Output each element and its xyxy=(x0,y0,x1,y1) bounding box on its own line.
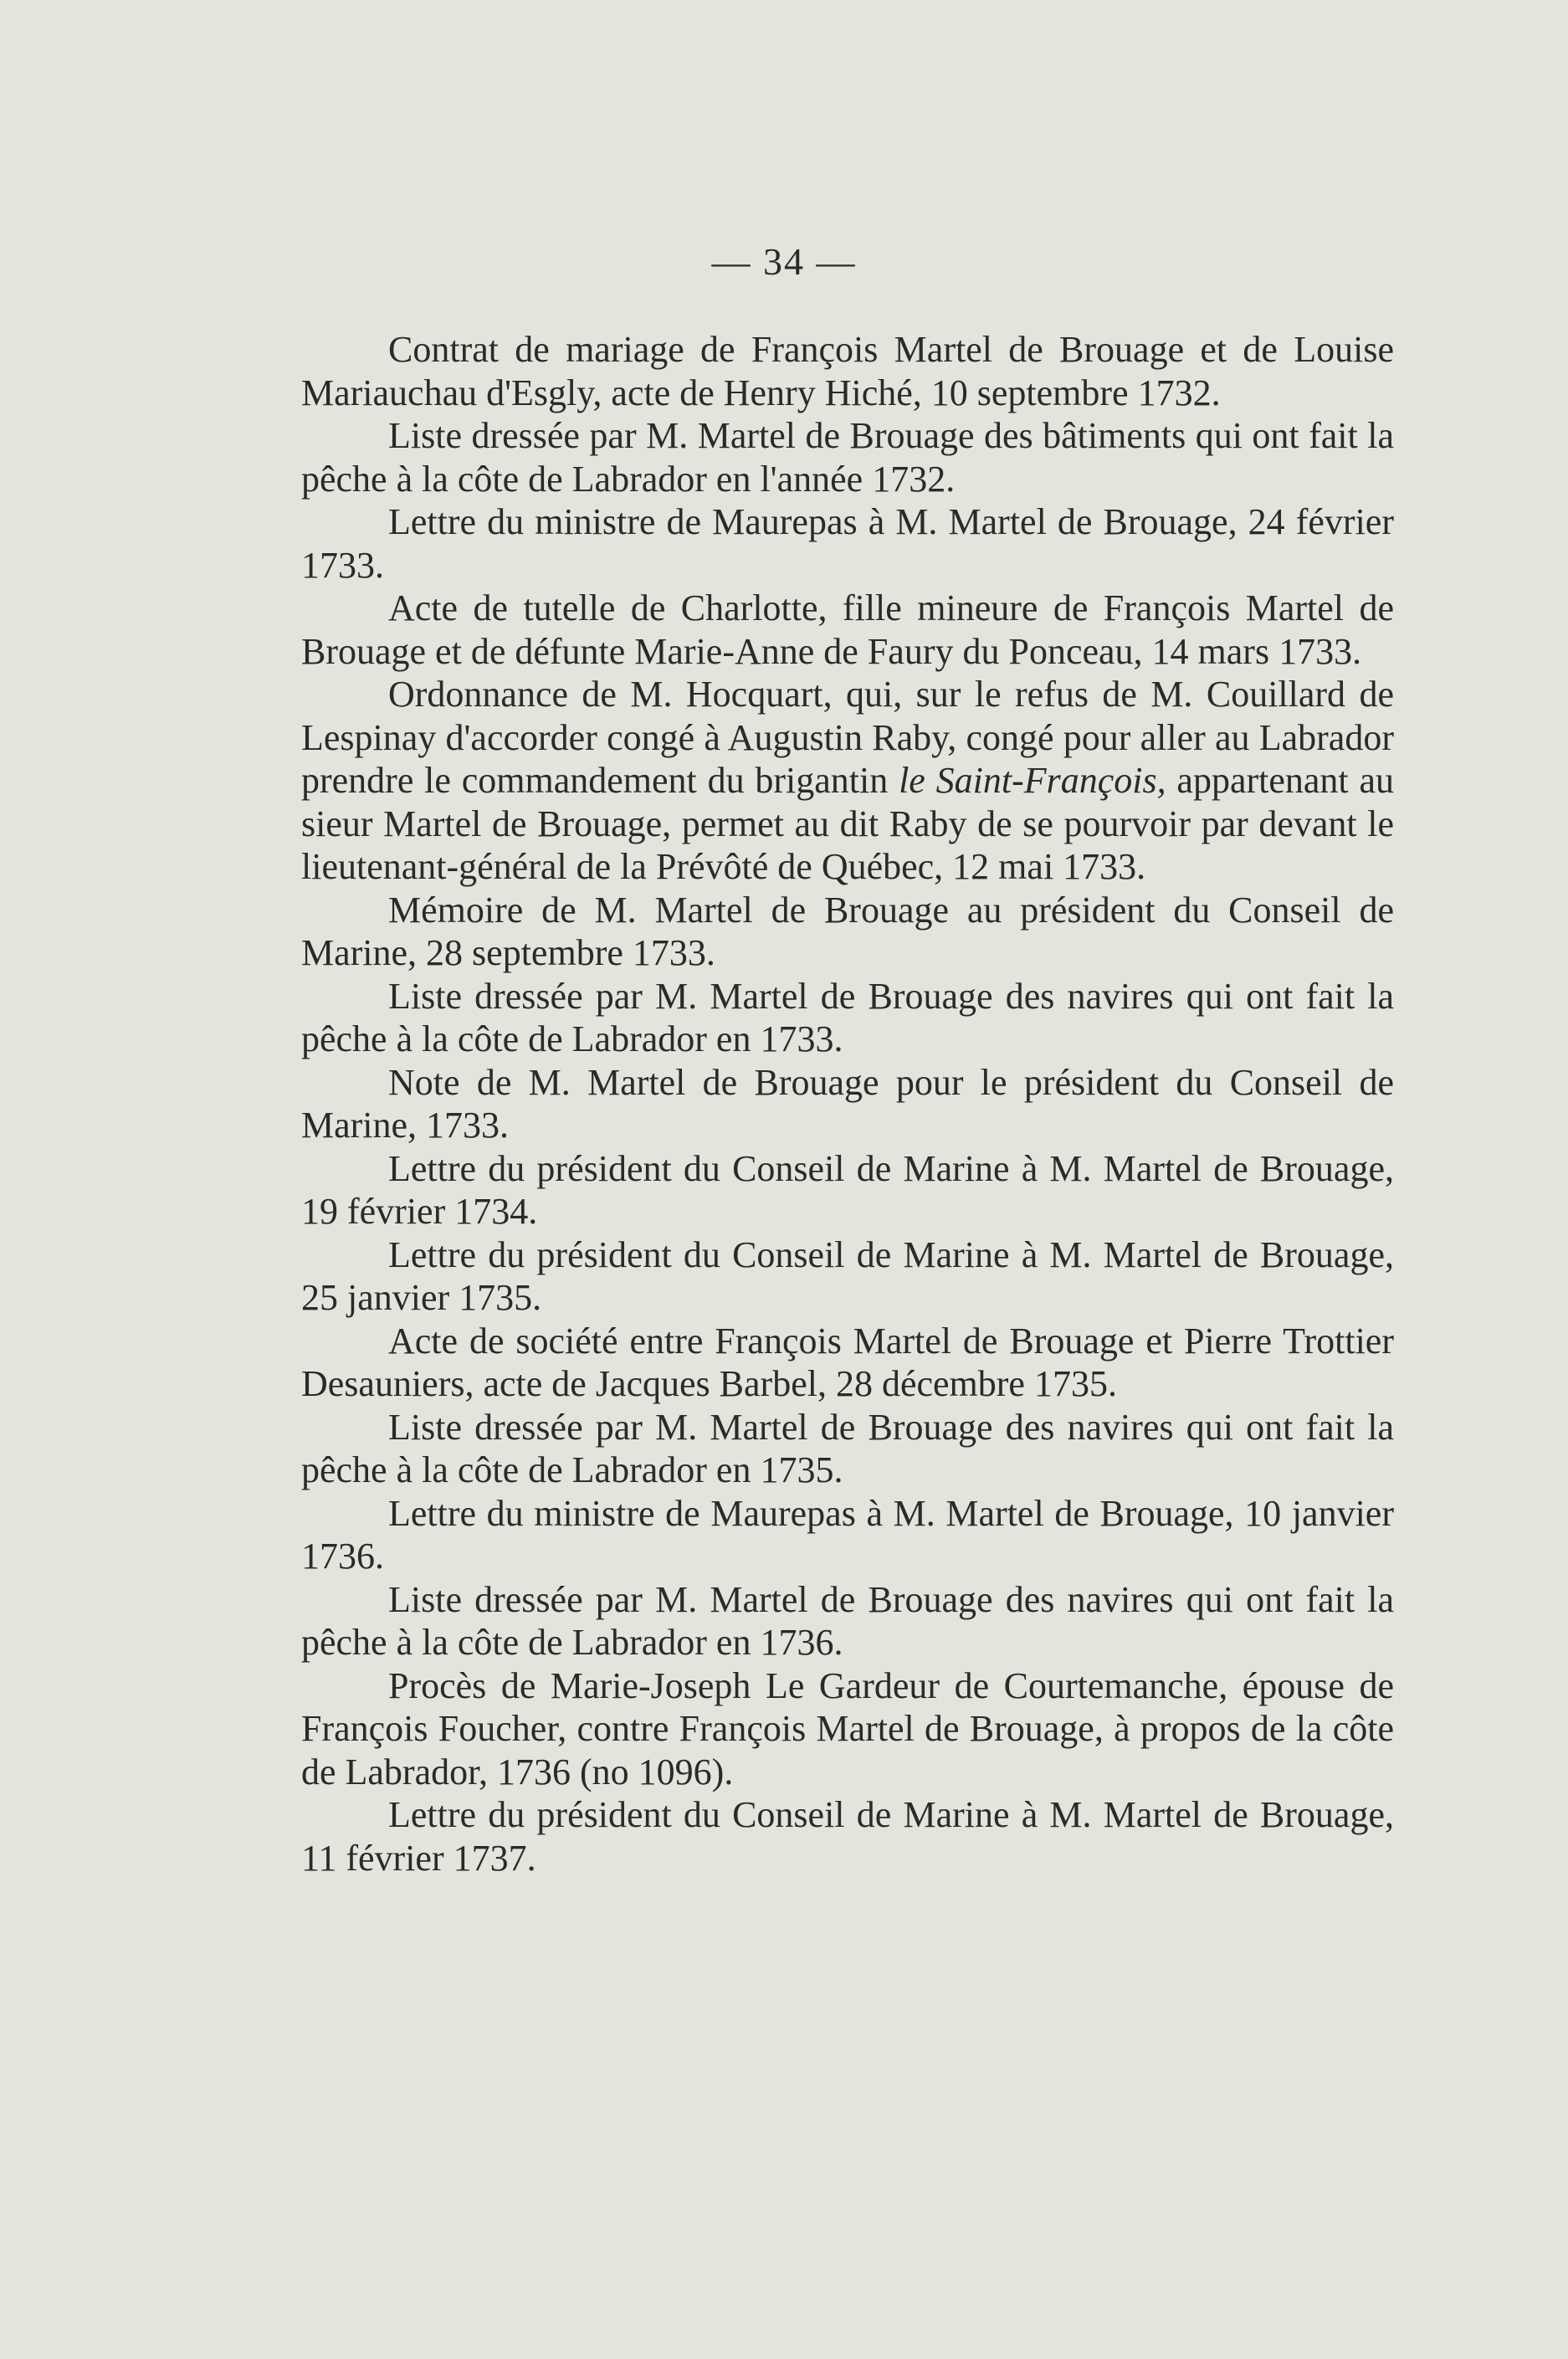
ship-name: le Saint-François, xyxy=(899,760,1166,801)
entry: Lettre du président du Conseil de Marine à M. Martel de Brouage, 25 janvier 1735. xyxy=(301,1233,1394,1318)
entry: Liste dressée par M. Martel de Brouage des navires qui ont fait la pêche à la côte de Labrador en 1736. xyxy=(301,1578,1394,1663)
entry: Lettre du président du Conseil de Marine à M. Martel de Brouage, 19 février 1734. xyxy=(301,1147,1394,1232)
entry: Contrat de mariage de François Martel de Brouage et de Louise Mariauchau d'Esgly, acte de Henry Hiché, 10 septembre 1732. xyxy=(301,329,1394,413)
entry: Lettre du ministre de Maurepas à M. Martel de Brouage, 10 janvier 1736. xyxy=(301,1492,1394,1577)
entry-text: appartenant au sieur Martel de Brouage, permet au dit Raby de se pourvoir par devant le lieutenant-général de la Prévôté de Québec, 12 mai 1733. xyxy=(301,760,1394,887)
entry: Liste dressée par M. Martel de Brouage des bâtiments qui ont fait la pêche à la côte de Labrador en l'année 1732. xyxy=(301,415,1394,500)
entry: Acte de société entre François Martel de Brouage et Pierre Trottier Desauniers, acte de Jacques Barbel, 28 décembre 1735. xyxy=(301,1320,1394,1404)
entry-text: Ordonnance de M. Hocquart, qui, sur le refus de M. Couillard de Lespinay d'accorder congé à Augustin Raby, congé pour aller au Labrador prendre le commandement du brigantin xyxy=(301,674,1394,801)
page-number: — 34 — xyxy=(711,240,857,283)
entry: Note de M. Martel de Brouage pour le président du Conseil de Marine, 1733. xyxy=(301,1061,1394,1146)
entries-list xyxy=(301,328,1394,1880)
entry: Liste dressée par M. Martel de Brouage des navires qui ont fait la pêche à la côte de Labrador en 1733. xyxy=(301,975,1394,1059)
entry: Lettre du président du Conseil de Marine à M. Martel de Brouage, 11 février 1737. xyxy=(301,1794,1394,1879)
entry xyxy=(301,673,1394,889)
entry: Procès de Marie-Joseph Le Gardeur de Courtemanche, épouse de François Foucher, contre François Martel de Brouage, à propos de la côte de Labrador, 1736 (no 1096). xyxy=(301,1664,1394,1792)
entry: Mémoire de M. Martel de Brouage au président du Conseil de Marine, 28 septembre 1733. xyxy=(301,889,1394,973)
entry: Acte de tutelle de Charlotte, fille mineure de François Martel de Brouage et de défunte Marie-Anne de Faury du Ponceau, 14 mars 1733. xyxy=(301,587,1394,672)
entry: Lettre du ministre de Maurepas à M. Martel de Brouage, 24 février 1733. xyxy=(301,501,1394,586)
entry: Liste dressée par M. Martel de Brouage des navires qui ont fait la pêche à la côte de Labrador en 1735. xyxy=(301,1406,1394,1490)
